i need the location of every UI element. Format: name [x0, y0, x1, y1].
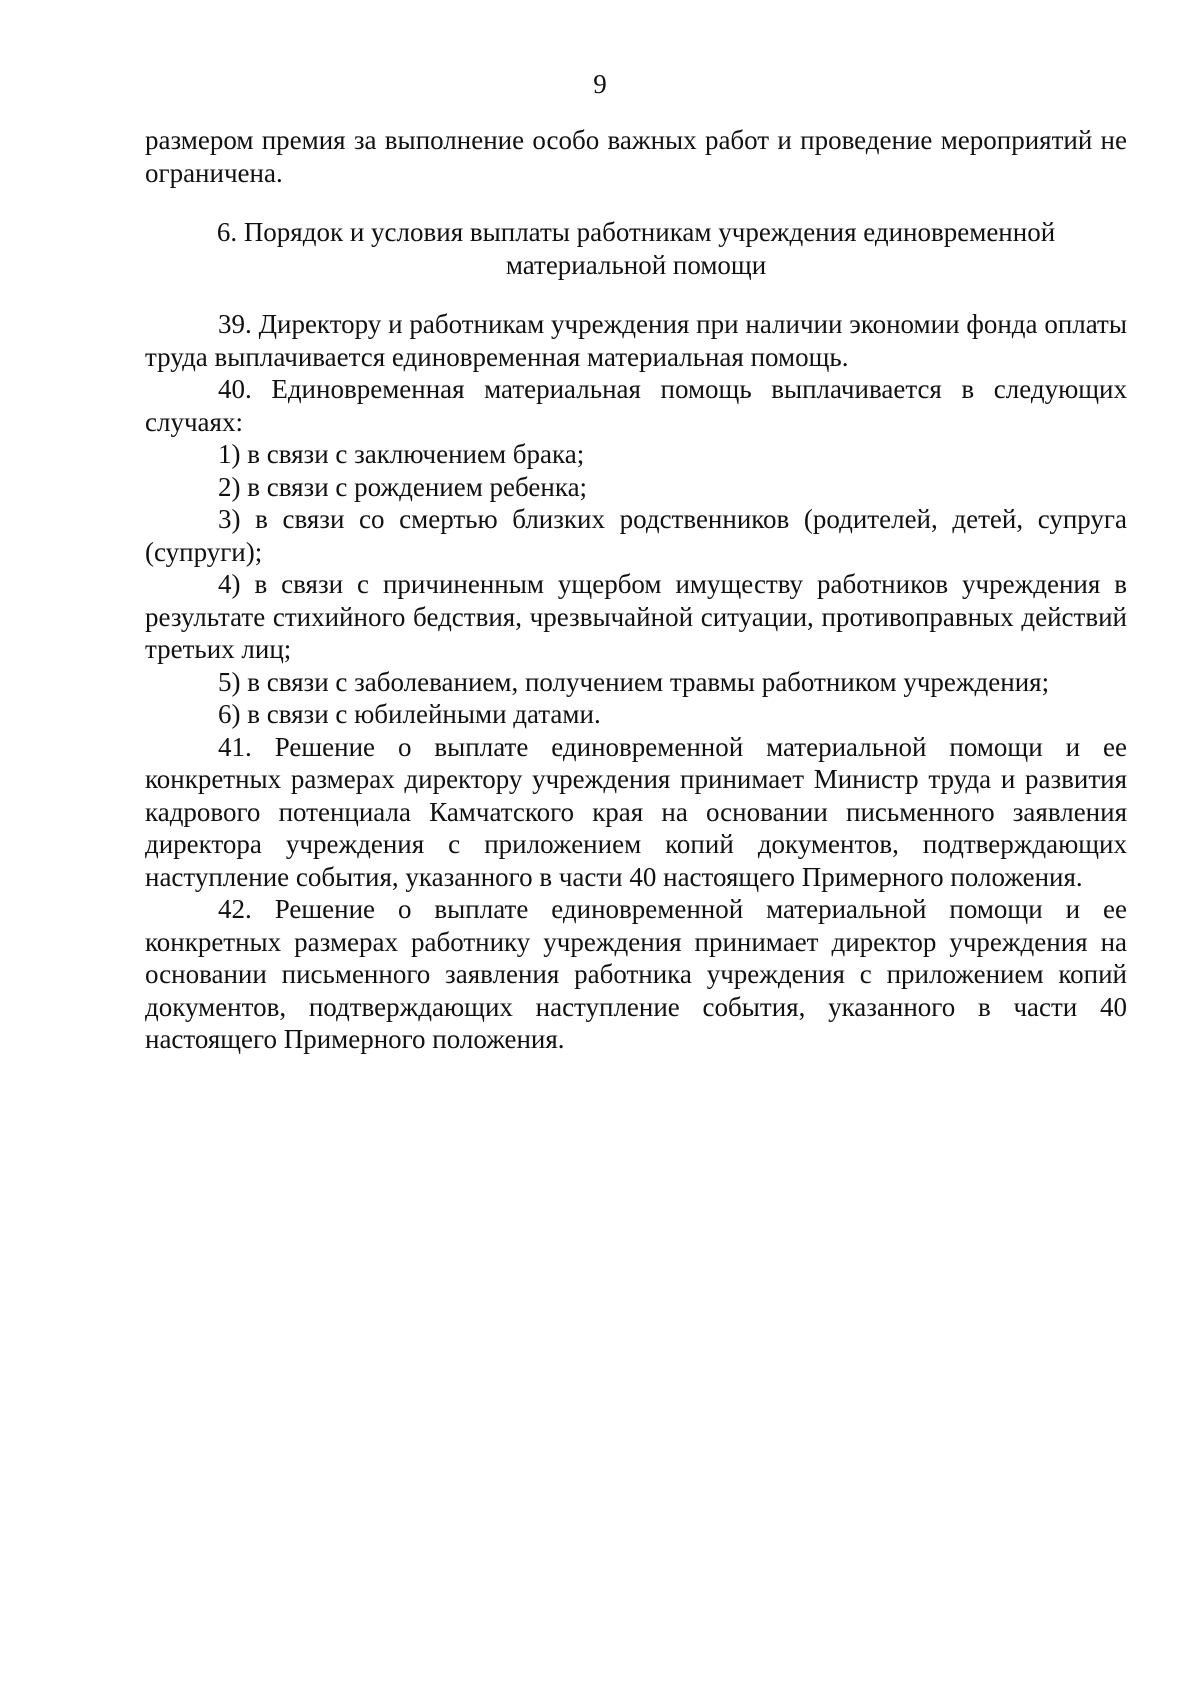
- paragraph-39: 39. Директору и работникам учреждения при наличии экономии фонда оплаты труда выплачивается единовременная материальная помощь.: [145, 309, 1127, 372]
- paragraph-40: 40. Единовременная материальная помощь выплачивается в следующих случаях:: [145, 374, 1127, 437]
- list-item-1: 1) в связи с заключением брака;: [218, 439, 585, 469]
- page-number: 9: [593, 69, 607, 99]
- document-body: [145, 124, 1127, 1056]
- list-item-5: 5) в связи с заболеванием, получением травмы работником учреждения;: [218, 666, 1050, 697]
- section-heading: 6. Порядок и условия выплаты работникам учреждения единовременной материальной помощи: [216, 217, 1056, 280]
- list-item-4: 4) в связи с причиненным ущербом имуществу работников учреждения в результате стихийного бедствия, чрезвычайной ситуации, противоправных действий третьих лиц;: [145, 569, 1127, 664]
- list-item-2: 2) в связи с рождением ребенка;: [218, 471, 588, 502]
- list-item-6: 6) в связи с юбилейными датами.: [218, 699, 601, 729]
- paragraph-42: 42. Решение о выплате единовременной материальной помощи и ее конкретных размерах работнику учреждения принимает директор учреждения на основании письменного заявления работника учреждения с приложением копий документов, подтверждающих наступление события, указанного в части 40 настоящего Примерного положения.: [145, 894, 1127, 1054]
- list-item-3: 3) в связи со смертью близких родственников (родителей, детей, супруга (супруги);: [145, 504, 1127, 567]
- intro-paragraph: размером премия за выполнение особо важных работ и проведение мероприятий не ограничена.: [145, 125, 1127, 188]
- paragraph-41: 41. Решение о выплате единовременной материальной помощи и ее конкретных размерах директору учреждения принимает Министр труда и развития кадрового потенциала Камчатского края на основании письменного заявления директора учреждения с приложением копий документов, подтверждающих наступление события, указанного в части 40 настоящего Примерного положения.: [145, 731, 1127, 892]
